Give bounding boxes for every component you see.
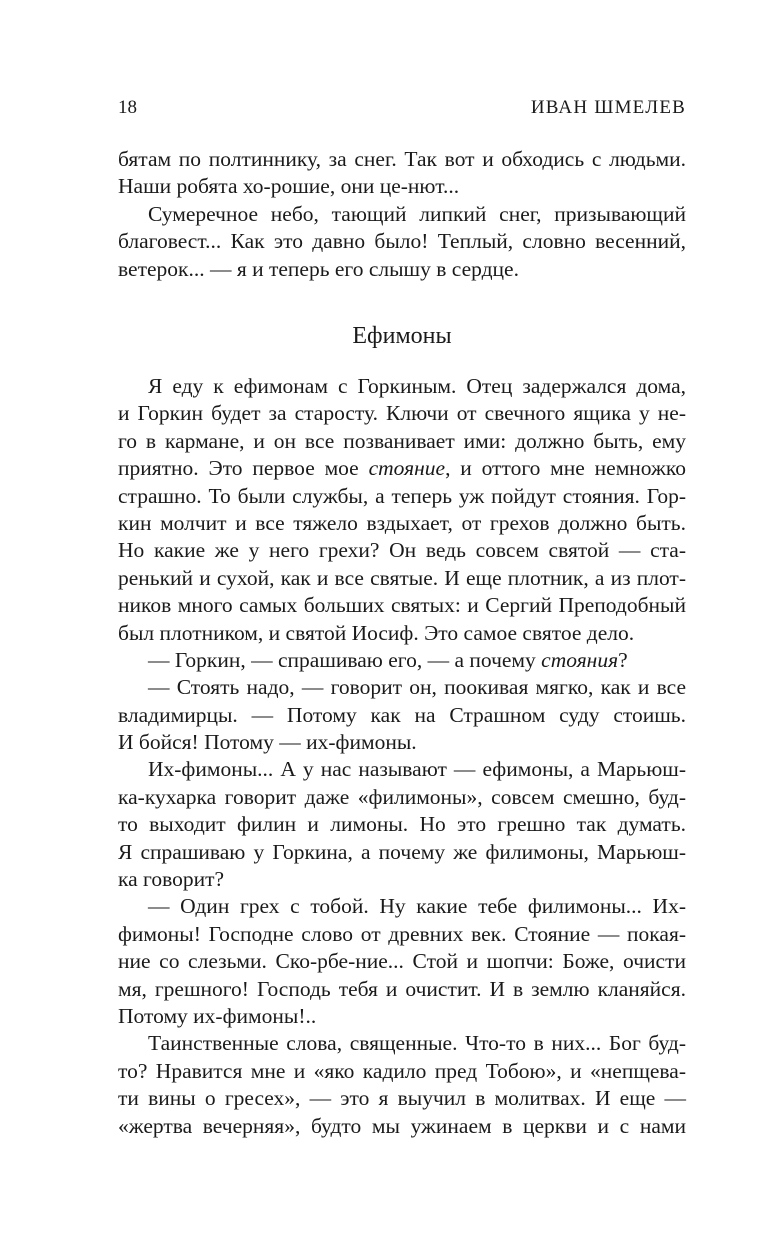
page-number: 18 [118,97,137,118]
text-line: Потому их-фимоны!.. [118,1003,317,1028]
text-block-top [118,146,686,283]
text-line: «жертва вечерняя», будто мы ужинаем в церкви и с нами [118,1113,686,1138]
text-line: Сумеречное небо, тающий липкий снег, призывающий [148,201,686,226]
text-line: И бойся! Потому — их-фимоны. [118,730,417,755]
text-line: Я спрашиваю у Горкина, а почему же филимоны, Марьюш- [118,839,686,864]
text-line: благовест... Как это давно было! Теплый, словно весенний, [118,229,686,254]
text-line: ка говорит? [118,867,225,892]
text-span: , и оттого мне немножко [445,456,686,481]
author-name: ИВАН ШМЕЛЕВ [530,97,686,118]
text-line: страшно. То были службы, а теперь уж пойдут стояния. Гор- [118,483,686,508]
text-line: фимоны! Господне слово от древних век. Стояние — покая- [118,921,686,946]
text-line: го в кармане, и он все позванивает ими: должно быть, ему [118,428,686,453]
text-line: то? Нравится мне и «яко кадило пред Тобою», и «непщева- [118,1058,686,1083]
chapter-title: Ефимоны [352,323,452,349]
text-line [118,455,686,482]
text-line: ние со слезьми. Ско-рбе-ние... Стой и шопчи: Боже, очисти [118,949,686,974]
text-line: — Один грех с тобой. Ну какие тебе филимоны... Их- [148,894,686,919]
text-line: бятам по полтиннику, за снег. Так вот и обходись с людьми. [118,147,686,171]
text-line: Я еду к ефимонам с Горкиным. Отец задержался дома, [148,374,686,398]
text-line: Их-фимоны... А у нас называют — ефимоны, а Марьюш- [148,757,686,782]
text-line: ников много самых больших святых: и Сергий Преподобный [118,593,686,618]
text-line [118,647,686,674]
running-head [118,96,686,120]
text-span: приятно. Это первое мое [118,456,369,481]
text-line: был плотником, и святой Иосиф. Это самое святое дело. [118,620,635,645]
text-line: ти вины о гресех», — это я выучил в молитвах. И еще — [118,1086,686,1111]
text-line: Таинственные слова, священные. Что-то в них... Бог буд- [148,1031,686,1056]
text-line: Наши робята хо-рошие, они це-нют... [118,174,460,199]
italic-word: стояния [541,647,619,672]
text-line: кин молчит и все тяжело вздыхает, от грехов должно быть. [118,510,686,535]
text-line: и Горкин будет за старосту. Ключи от свечного ящика у не- [118,401,686,426]
text-line: ветерок... — я и теперь его слышу в сердце. [118,256,519,281]
text-line: владимирцы. — Потому как на Страшном суду стоишь. [118,702,686,727]
text-line: Но какие же у него грехи? Он ведь совсем святой — ста- [118,538,686,563]
text-line: ка-кухарка говорит даже «филимоны», совсем смешно, буд- [118,784,686,809]
italic-word: стояние [368,456,446,481]
text-line: мя, грешного! Господь тебя и очистит. И в землю кланяйся. [118,976,686,1001]
text-span: ? [618,647,628,672]
text-line: — Стоять надо, — говорит он, поокивая мягко, как и все [148,675,686,700]
text-span: — Горкин, — спрашиваю его, — а почему [148,647,542,672]
text-line: то выходит филин и лимоны. Но это грешно так думать. [118,812,686,837]
text-block-main [118,373,686,1140]
text-line: ренький и сухой, как и все святые. И еще плотник, а из плот- [118,565,686,590]
